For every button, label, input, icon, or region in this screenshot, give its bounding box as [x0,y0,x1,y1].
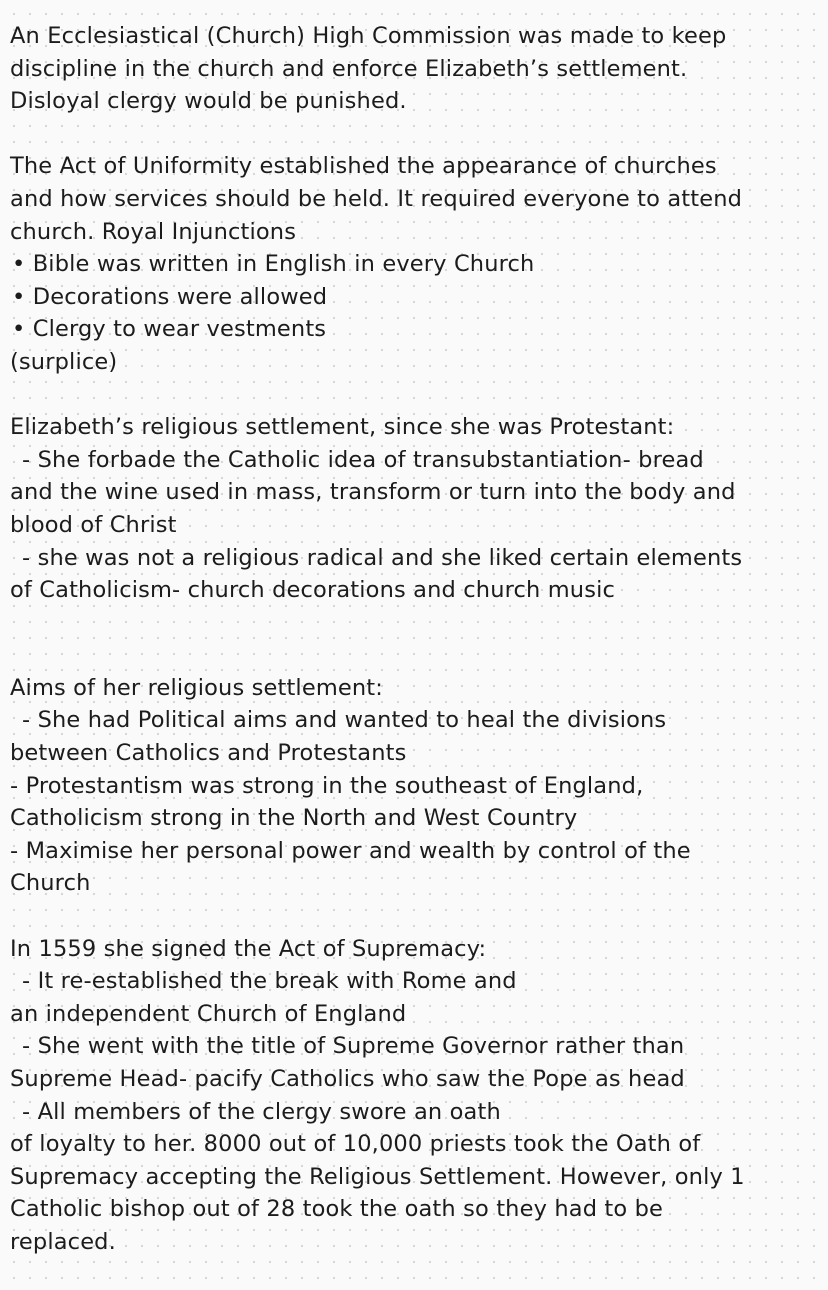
bullet-item: • Clergy to wear vestments [12,316,327,343]
note-line: The Act of Uniformity established the appearance of churches [10,153,717,180]
dash-item: - She had Political aims and wanted to heal the divisions [22,707,667,734]
blank-line [10,900,822,933]
note-line: of loyalty to her. 8000 out of 10,000 priests took the Oath of [10,1131,701,1158]
bullet-item: • Bible was written in English in every Church [12,251,535,278]
note-line: church. Royal Injunctions [10,218,297,245]
note-line: replaced. [10,1228,116,1255]
note-line: Disloyal clergy would be punished. [10,88,407,115]
section-heading: In 1559 she signed the Act of Supremacy: [10,935,487,962]
note-line: blood of Christ [10,511,177,538]
note-line: and the wine used in mass, transform or turn into the body and [10,479,736,506]
note-line: Catholicism strong in the North and West Country [10,805,578,832]
note-line: Supremacy accepting the Religious Settlement. However, only 1 [10,1163,745,1190]
dash-item: - Protestantism was strong in the southeast of England, [10,772,644,799]
dash-item: - She forbade the Catholic idea of transubstantiation- bread [22,446,704,473]
dash-item: - All members of the clergy swore an oath [22,1098,501,1125]
note-line: and how services should be held. It required everyone to attend [10,185,743,212]
note-line: of Catholicism- church decorations and church music [10,577,616,604]
section-heading: Aims of her religious settlement: [10,674,383,701]
note-line: an independent Church of England [10,1000,407,1027]
blank-line [10,379,822,412]
dash-item: - She went with the title of Supreme Governor rather than [22,1033,685,1060]
note-line: (surplice) [10,348,118,375]
note-line: discipline in the church and enforce Elizabeth’s settlement. [10,55,688,82]
dash-item: - she was not a religious radical and she liked certain elements [22,544,743,571]
note-line: between Catholics and Protestants [10,740,407,767]
note-line: Catholic bishop out of 28 took the oath so they had to be [10,1196,664,1223]
dash-item: - It re-established the break with Rome and [22,968,517,995]
dash-item: - Maximise her personal power and wealth by control of the [10,837,691,864]
blank-line [10,607,822,672]
section-heading: Elizabeth’s religious settlement, since she was Protestant: [10,414,675,441]
bullet-item: • Decorations were allowed [12,283,328,310]
note-line: An Ecclesiastical (Church) High Commission was made to keep [10,23,727,49]
handwritten-note [10,20,822,1259]
note-line: Supreme Head- pacify Catholics who saw the Pope as head [10,1066,685,1092]
note-line: Church [10,870,91,897]
blank-line [10,118,822,151]
